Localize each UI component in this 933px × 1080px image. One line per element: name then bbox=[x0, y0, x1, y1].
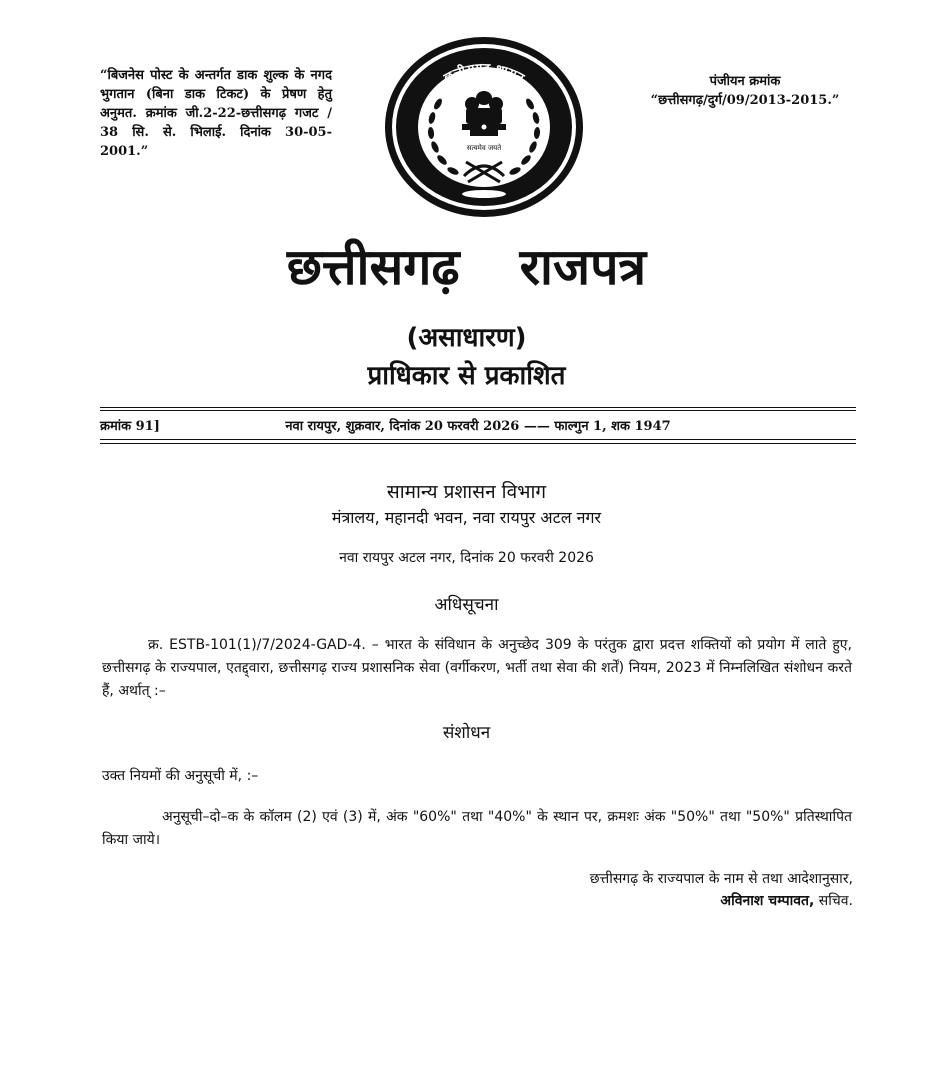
signatory-name: अविनाश चम्पावत, bbox=[720, 893, 815, 909]
gazette-title-right: राजपत्र bbox=[519, 238, 647, 296]
signature-block bbox=[590, 868, 853, 912]
emblem-arc-text: छत्तीसगढ़ शासन bbox=[441, 61, 527, 87]
authority-line: प्राधिकार से प्रकाशित bbox=[367, 361, 566, 391]
gazette-title-left: छत्तीसगढ़ bbox=[286, 238, 460, 296]
amendment-text: अनुसूची–दो–क के कॉलम (2) एवं (3) में, अंक "60%" तथा "40%" के स्थान पर, क्रमशः अंक "50%" तथा "50%" प्रतिस्थापित किया जाये। bbox=[102, 809, 852, 848]
postal-permission-note: “बिजनेस पोस्ट के अन्तर्गत डाक शुल्क के नगद भुगतान (बिना डाक टिकट) के प्रेषण हेतु अनुमत. क्रमांक जी.2-22-छत्तीसगढ़ गजट / 38 सि. से. भिलाई. दिनांक 30-05-2001.” bbox=[100, 68, 332, 159]
amendment-heading: संशोधन bbox=[442, 723, 491, 743]
bottom-double-rule-2 bbox=[100, 443, 856, 444]
registration-number: “छत्तीसगढ़/दुर्ग/09/2013-2015.” bbox=[650, 93, 840, 108]
issue-line bbox=[100, 416, 856, 436]
notification-heading: अधिसूचना bbox=[434, 595, 499, 615]
notification-text: क्र. ESTB-101(1)/7/2024-GAD-4. – भारत के संविधान के अनुच्छेद 309 के परंतुक द्वारा प्रदत्त शक्तियों को प्रयोग में लाते हुए, छत्तीसगढ़ के राज्यपाल, एतद्द्वारा, छत्तीसगढ़ राज्य प्रशासनिक सेवा (वर्गीकरण, भर्ती तथा सेवा की शर्तें) नियम, 2023 में निम्नलिखित संशोधन करते हैं, अर्थात् :– bbox=[102, 637, 852, 699]
state-emblem-seal bbox=[382, 34, 586, 220]
top-double-rule-1 bbox=[100, 407, 856, 408]
department-name: सामान्य प्रशासन विभाग bbox=[386, 481, 547, 503]
closing-line: छत्तीसगढ़ के राज्यपाल के नाम से तथा आदेशानुसार, bbox=[589, 871, 853, 887]
signatory-title: सचिव. bbox=[818, 893, 853, 909]
top-double-rule-2 bbox=[100, 410, 856, 411]
issue-date: नवा रायपुर, शुक्रवार, दिनांक 20 फरवरी 2026 —— फाल्गुन 1, शक 1947 bbox=[285, 419, 671, 434]
edition-label: (असाधारण) bbox=[406, 323, 527, 353]
registration-block bbox=[625, 72, 865, 110]
issue-number: क्रमांक 91] bbox=[100, 419, 160, 434]
department-address: मंत्रालय, महानदी भवन, नवा रायपुर अटल नगर bbox=[331, 508, 602, 527]
amendment-intro: उक्त नियमों की अनुसूची में, :– bbox=[102, 768, 259, 784]
gazette-title bbox=[0, 232, 933, 302]
notification-place-date: नवा रायपुर अटल नगर, दिनांक 20 फरवरी 2026 bbox=[339, 550, 594, 566]
bottom-double-rule-1 bbox=[100, 439, 856, 440]
registration-label: पंजीयन क्रमांक bbox=[709, 74, 781, 89]
emblem-motto: सत्यमेव जयते bbox=[466, 144, 502, 152]
